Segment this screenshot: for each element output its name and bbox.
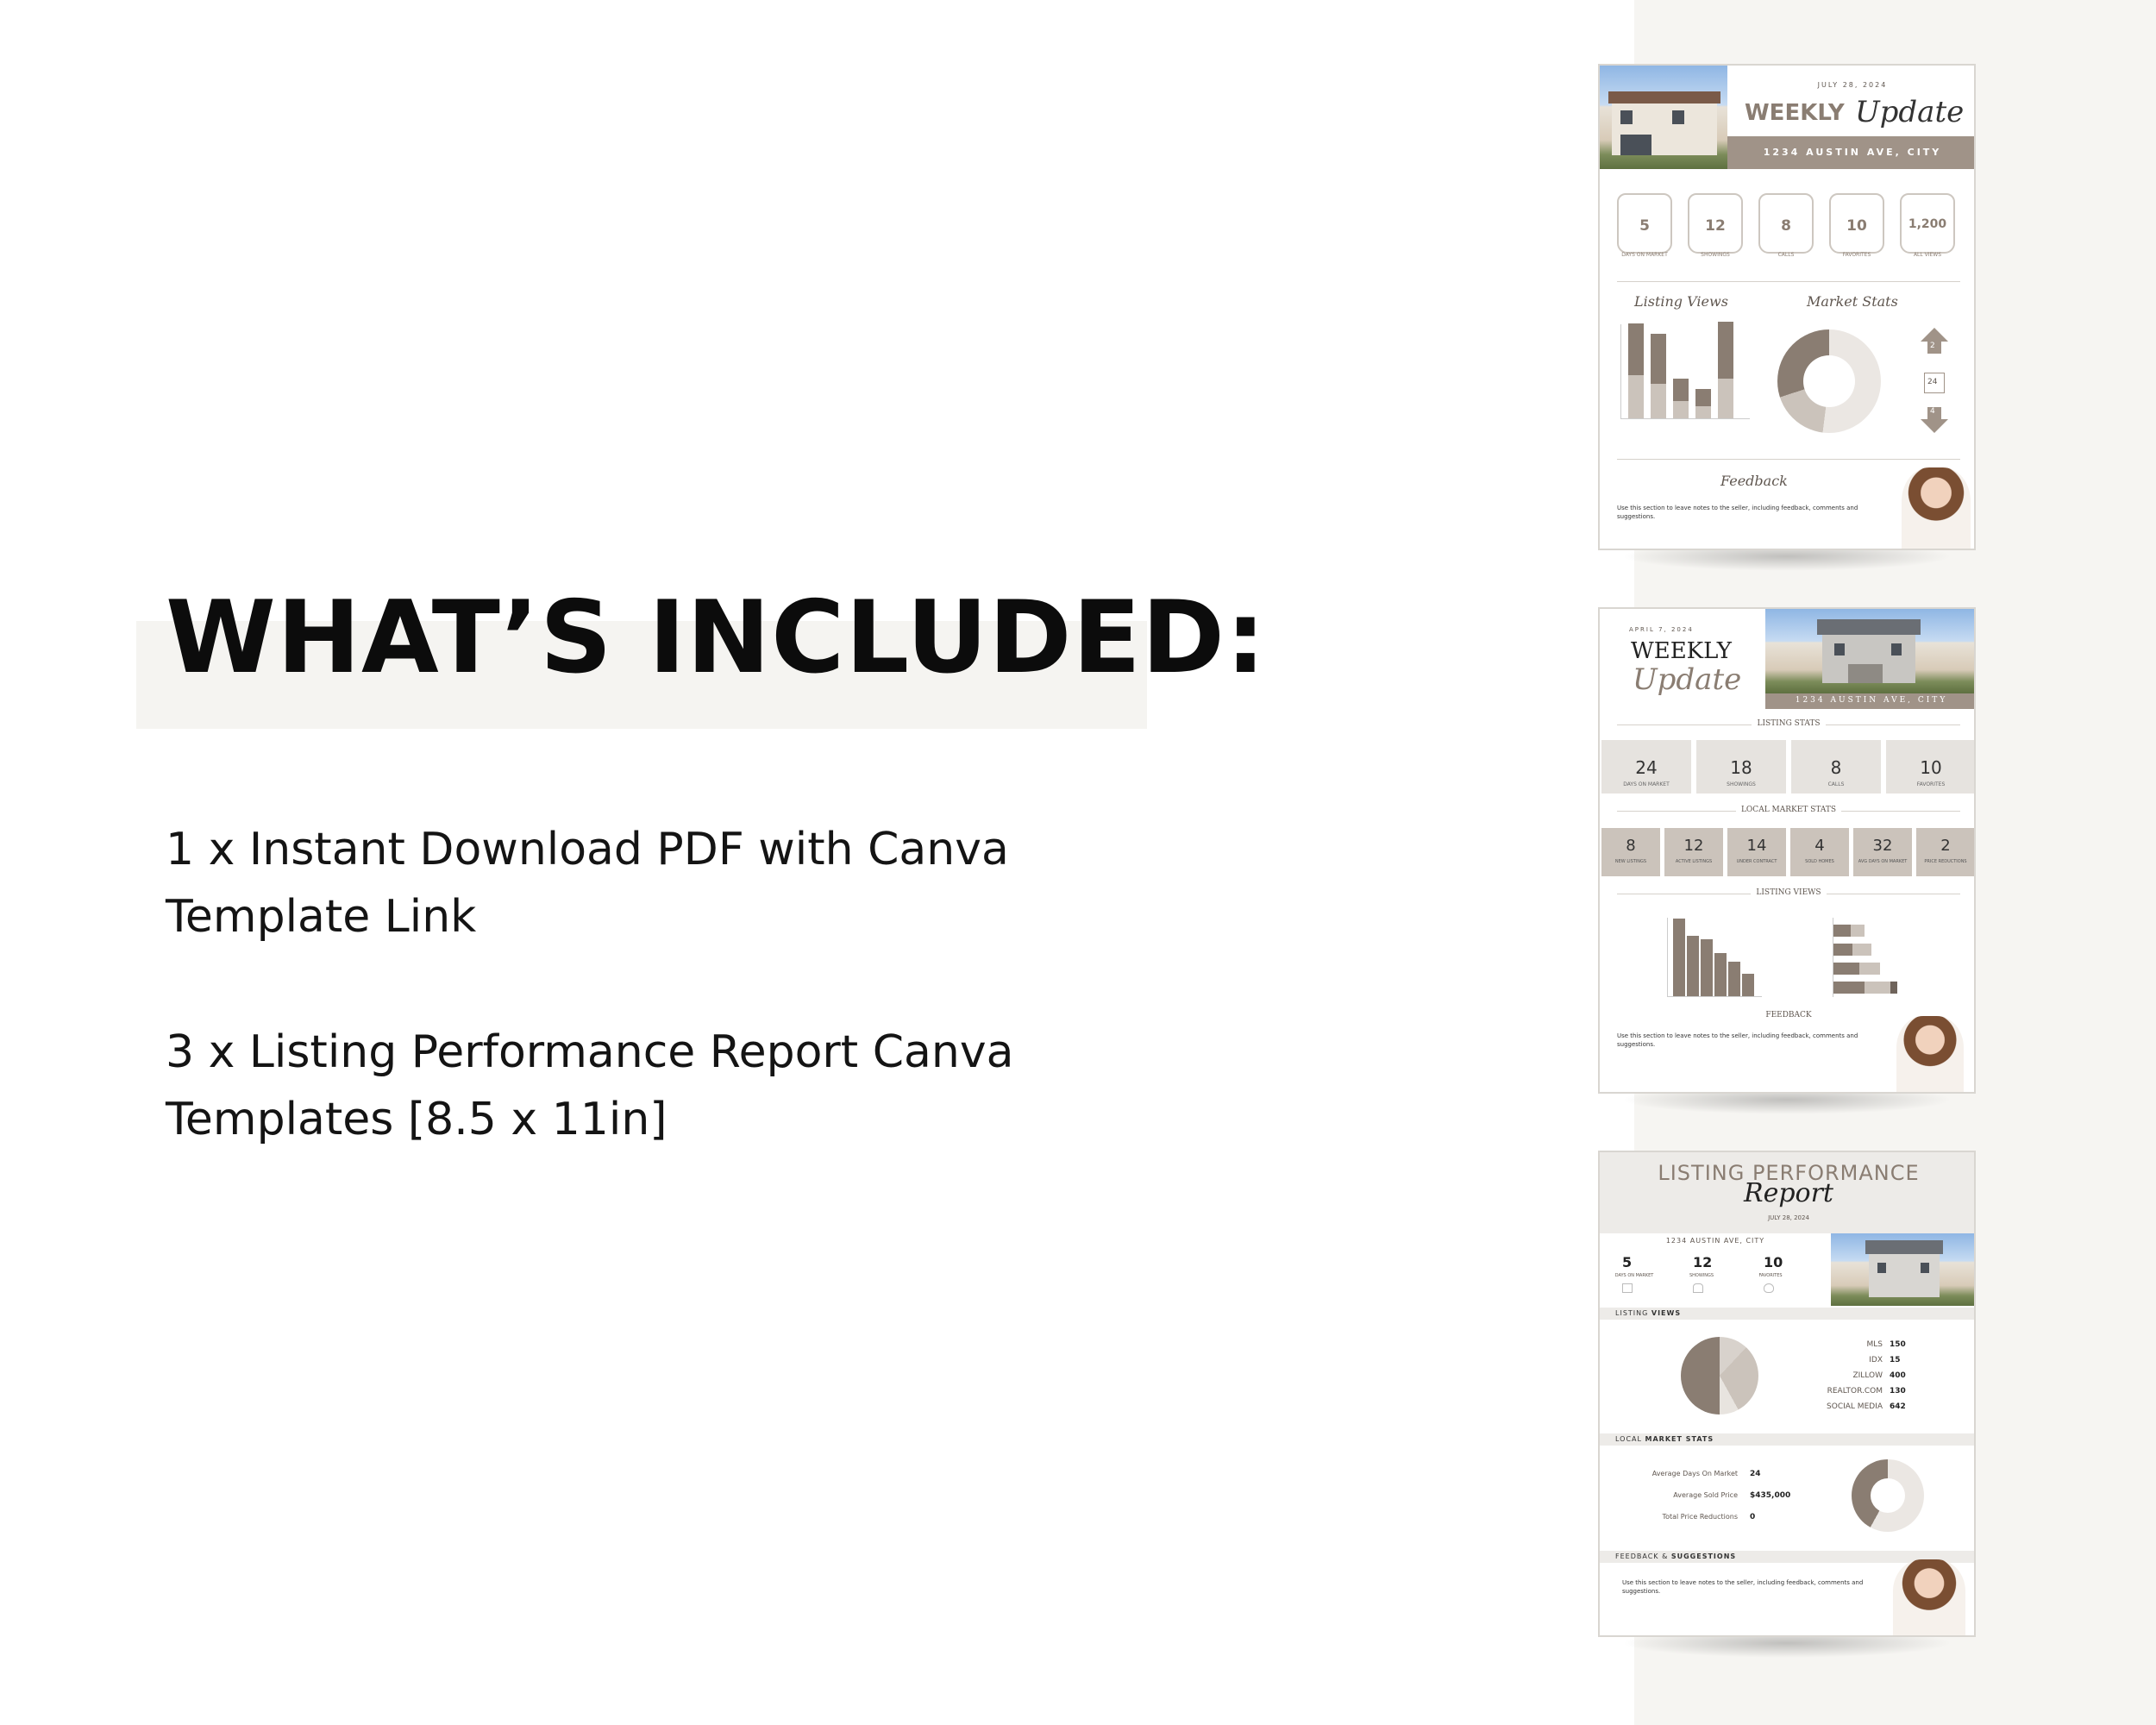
price-reduction-value: 4 <box>1930 407 1935 416</box>
views-count: 642 <box>1890 1402 1906 1411</box>
listing-views-stacked-chart <box>1833 918 1927 997</box>
agent-avatar <box>1893 1559 1965 1637</box>
feedback-title: FEEDBACK <box>1765 1011 1812 1019</box>
views-source: SOCIAL MEDIA <box>1827 1402 1883 1411</box>
report-title: LISTING PERFORMANCE <box>1658 1161 1920 1185</box>
weekly-title: WEEKLY <box>1745 100 1845 126</box>
heart-icon <box>1764 1283 1774 1293</box>
listing-stat: 10 FAVORITES <box>1886 740 1976 794</box>
stat-label: DAYS ON MARKET <box>1614 1273 1654 1278</box>
listing-views-bars <box>1620 324 1750 419</box>
template-preview-weekly-update-1 <box>1598 64 1976 550</box>
market-stat-name: Average Days On Market <box>1651 1470 1738 1477</box>
update-script-title: Update <box>1855 95 1965 129</box>
feedback-heading: FEEDBACK & SUGGESTIONS <box>1615 1552 1737 1560</box>
included-item-templates: 3 x Listing Performance Report Canva Templates [8.5 x 11in] <box>166 1026 1014 1145</box>
listing-views-title: LISTING VIEWS <box>1600 888 1976 897</box>
views-source: ZILLOW <box>1852 1371 1883 1380</box>
stat-hex: 8 <box>1758 193 1814 254</box>
stat-label: CALLS <box>1777 252 1795 258</box>
update-script-title: Update <box>1633 662 1742 697</box>
market-stat-value: 0 <box>1750 1513 1756 1521</box>
stat-value: 12 <box>1693 1254 1713 1270</box>
listing-views-title: Listing Views <box>1634 293 1728 310</box>
weekly-title: WEEKLY <box>1631 638 1732 664</box>
market-stat-value: $435,000 <box>1750 1491 1791 1500</box>
market-stat: 14 UNDER CONTRACT <box>1727 828 1786 876</box>
listing-stat: 18 SHOWINGS <box>1696 740 1786 794</box>
agent-avatar <box>1902 467 1971 550</box>
template-preview-listing-performance <box>1598 1151 1976 1637</box>
views-count: 15 <box>1890 1356 1901 1364</box>
views-count: 400 <box>1890 1371 1906 1380</box>
local-market-heading: LOCAL MARKET STATS <box>1615 1435 1714 1443</box>
listing-views-heading: LISTING VIEWS <box>1615 1309 1682 1317</box>
stat-label: DAYS ON MARKET <box>1621 252 1668 258</box>
market-stat: 12 ACTIVE LISTINGS <box>1664 828 1723 876</box>
arrow-down-icon <box>1921 419 1948 433</box>
market-donut <box>1777 329 1881 433</box>
stat-hex: 1,200 <box>1900 193 1955 254</box>
price-increase-value: 2 <box>1930 342 1935 350</box>
local-market-stats-title: LOCAL MARKET STATS <box>1600 806 1976 814</box>
stat-hex: 12 <box>1688 193 1743 254</box>
divider <box>1617 459 1960 460</box>
included-item-pdf: 1 x Instant Download PDF with Canva Template Link <box>166 824 1009 943</box>
stat-label: ALL VIEWS <box>1913 252 1942 258</box>
divider <box>1617 281 1960 282</box>
address: 1234 AUSTIN AVE, CITY <box>1665 1237 1765 1245</box>
page-title: WHAT’S INCLUDED: <box>166 580 1267 696</box>
stat-hex: 10 <box>1829 193 1884 254</box>
market-stat-name: Total Price Reductions <box>1662 1513 1738 1521</box>
views-count: 130 <box>1890 1387 1906 1396</box>
listing-stat: 8 CALLS <box>1791 740 1881 794</box>
views-source: MLS <box>1866 1340 1883 1349</box>
market-stat-name: Average Sold Price <box>1673 1491 1738 1499</box>
views-count: 150 <box>1890 1340 1906 1349</box>
address: 1234 AUSTIN AVE, CITY <box>1763 147 1942 158</box>
report-date: APRIL 7, 2024 <box>1629 626 1694 633</box>
listing-views-bar-chart <box>1667 918 1762 997</box>
market-stat-value: 24 <box>1750 1470 1761 1478</box>
feedback-text: Use this section to leave notes to the seller, including feedback, comments and suggestions. <box>1617 1032 1858 1048</box>
stat-label: FAVORITES <box>1842 252 1871 258</box>
stat-hex: 5 <box>1617 193 1672 254</box>
listing-views-pie <box>1681 1337 1758 1414</box>
listing-stats-title: LISTING STATS <box>1600 719 1976 728</box>
market-stat: 2 PRICE REDUCTIONS <box>1916 828 1975 876</box>
feedback-title: Feedback <box>1720 473 1788 489</box>
feedback-text: Use this section to leave notes to the seller, including feedback, comments and suggestions. <box>1622 1579 1864 1595</box>
calendar-icon <box>1622 1283 1633 1293</box>
listing-stat: 24 DAYS ON MARKET <box>1601 740 1691 794</box>
market-stat: 4 SOLD HOMES <box>1790 828 1849 876</box>
market-stat: 8 NEW LISTINGS <box>1601 828 1660 876</box>
stat-value: 10 <box>1764 1254 1783 1270</box>
views-source: REALTOR.COM <box>1827 1387 1883 1396</box>
stat-label: SHOWINGS <box>1689 1273 1714 1278</box>
report-script-title: Report <box>1743 1178 1833 1208</box>
stat-value: 5 <box>1622 1254 1633 1270</box>
address: 1234 AUSTIN AVE, CITY <box>1795 696 1948 705</box>
house-photo <box>1831 1233 1976 1306</box>
template-preview-weekly-update-2 <box>1598 607 1976 1094</box>
arrow-up-icon <box>1921 328 1948 342</box>
stat-label: SHOWINGS <box>1701 252 1730 258</box>
agent-avatar <box>1896 1016 1964 1094</box>
report-date: JULY 28, 2024 <box>1817 81 1888 89</box>
views-source: IDX <box>1869 1356 1883 1364</box>
feedback-text: Use this section to leave notes to the seller, including feedback, comments and suggestions. <box>1617 505 1858 520</box>
market-donut <box>1852 1459 1924 1532</box>
stat-label: FAVORITES <box>1758 1273 1783 1278</box>
report-date: JULY 28, 2024 <box>1768 1214 1809 1221</box>
market-stat: 32 AVG DAYS ON MARKET <box>1853 828 1912 876</box>
avg-days-value: 24 <box>1927 378 1938 386</box>
house-photo <box>1765 609 1976 693</box>
market-stats-title: Market Stats <box>1807 293 1898 310</box>
house-photo <box>1600 66 1727 169</box>
home-icon <box>1693 1283 1703 1293</box>
